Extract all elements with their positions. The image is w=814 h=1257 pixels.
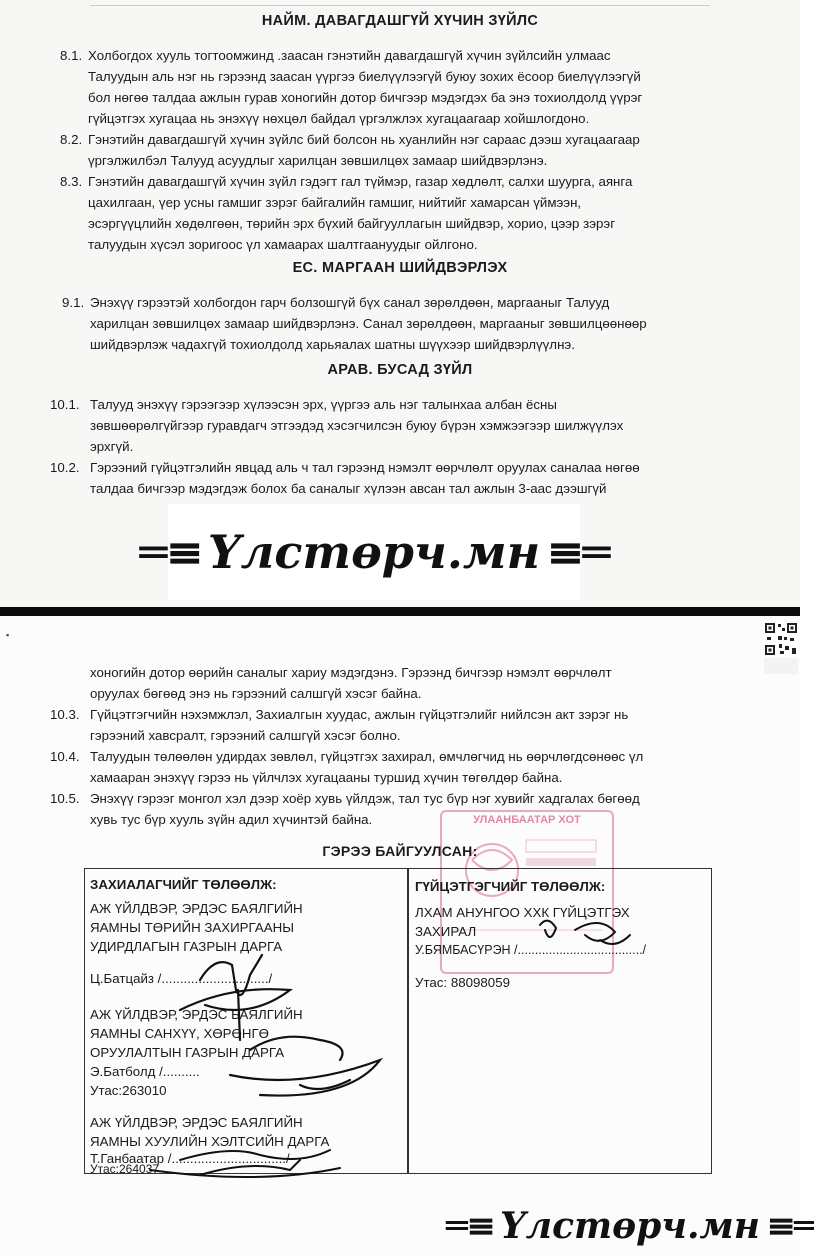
text-line: АЖ ҮЙЛДВЭР, ЭРДЭС БАЯЛГИЙН	[90, 1007, 303, 1022]
page-divider	[0, 607, 800, 616]
text-line: талуудын хүсэл зоригоос үл хамаарах шалтгаануудыг ойлгоно.	[88, 237, 478, 252]
page-mark: ▪	[6, 630, 10, 640]
text-line: ЗАХИРАЛ	[415, 924, 477, 939]
paragraph-10-5	[50, 788, 770, 830]
text-line: харилцан зөвшилцөх замаар шийдвэрлэнэ. Санал зөрөлдөөн, маргааныг зөвшилцөөнөөр	[90, 316, 647, 331]
client-org-3	[90, 1113, 329, 1151]
text-line: Энэхүү гэрээг монгол хэл дээр хоёр хувь үйлдэж, тал тус бүр нэг хувийг хадгалах бөгөөд	[90, 791, 640, 806]
paragraph-10-4	[50, 746, 770, 788]
paragraph-10-2	[50, 457, 760, 499]
column-divider	[407, 869, 409, 1173]
paragraph-number: 9.1.	[62, 295, 85, 310]
text-line: шийдвэрлэж чадахгүй тохиолдолд харьяалах шатны шүүхээр шийдвэрлүүлнэ.	[90, 337, 575, 352]
paragraph-number: 8.2.	[60, 132, 83, 147]
contractor-phone: Утас: 88098059	[415, 975, 510, 990]
text-line: Гэнэтийн давагдашгүй хүчин зүйлс бий болсон нь хуанлийн нэг сараас дээш хугацаагаар	[88, 132, 640, 147]
text-line: ЯАМНЫ ХУУЛИЙН ХЭЛТСИЙН ДАРГА	[90, 1134, 330, 1149]
paragraph-9-1	[62, 292, 762, 355]
text-line: АЖ ҮЙЛДВЭР, ЭРДЭС БАЯЛГИЙН	[90, 901, 303, 916]
paragraph-number: 8.3.	[60, 174, 83, 189]
signed-heading: ГЭРЭЭ БАЙГУУЛСАН:	[322, 843, 478, 859]
text-line: Талуудын аль нэг нь гэрээнд заасан үүргээ биелүүлээгүй буюу зохих ёсоор биелүүлээгүй	[88, 69, 641, 84]
text-line: ЯАМНЫ САНХҮҮ, ХӨРӨНГӨ	[90, 1026, 270, 1041]
section-heading-9: ЕС. МАРГААН ШИЙДВЭРЛЭХ	[292, 260, 508, 276]
text-line: АЖ ҮЙЛДВЭР, ЭРДЭС БАЯЛГИЙН	[90, 1115, 303, 1130]
text-line: Энэхүү гэрээтэй холбогдон гарч болзошгүй бүх санал зөрөлдөөн, маргааныг Талууд	[90, 295, 610, 310]
paragraph-8-1	[60, 45, 760, 129]
client-phone-3: Утас:264037	[90, 1162, 160, 1176]
client-title: ЗАХИАЛАГЧИЙГ ТӨЛӨӨЛЖ:	[90, 877, 277, 892]
client-signer-2: Э.Батболд /..........	[90, 1064, 200, 1079]
text-line: Холбогдох хууль тогтоомжинд .заасан гэнэтийн давагдашгүй хүчин зүйлсийн улмаас	[88, 48, 611, 63]
client-signer-3: Т.Ганбаатар /.............................../	[90, 1151, 290, 1166]
section-heading-8: НАЙМ. ДАВАГДАШГҮЙ ХҮЧИН ЗҮЙЛС	[261, 13, 539, 29]
text-line: эрхгүй.	[90, 439, 134, 454]
client-org-1	[90, 899, 303, 956]
text-line: хувь тус бүр хууль зүйн адил хүчинтэй байна.	[90, 812, 373, 827]
watermark-text: Үлстөрч.мн	[500, 1205, 760, 1247]
text-line: ОРУУЛАЛТЫН ГАЗРЫН ДАРГА	[90, 1045, 285, 1060]
text-line: Гүйцэтгэгчийн нэхэмжлэл, Захиалгын хуудас, ажлын гүйцэтгэлийг нийлсэн акт зэрэг нь	[90, 707, 629, 722]
paragraph-number: 10.4.	[50, 749, 80, 764]
paragraph-number: 8.1.	[60, 48, 83, 63]
paragraph-10-1	[50, 394, 760, 457]
paragraph-8-2	[60, 129, 760, 171]
text-line: хамааран энэхүү гэрээ нь үйлчлэх хугацааны туршид хүчин төгөлдөр байна.	[90, 770, 563, 785]
text-line: Талуудын төлөөлөн удирдах зөвлөл, гүйцэтгэх захирал, өмчлөгчид нь өөрчлөгдсөнөөс үл	[90, 749, 644, 764]
text-line: Гэнэтийн давагдашгүй хүчин зүйл гэдэгт гал түймэр, газар хөдлөлт, салхи шуурга, аянга	[88, 174, 633, 189]
cropped-text-line	[90, 0, 710, 6]
text-line: цахилгаан, үер усны гамшиг зэрэг байгалийн гамшиг, нийтийг хамарсан үймээн,	[88, 195, 582, 210]
wing-right-icon: ≡═	[546, 525, 609, 579]
text-line: гүйцэтгэх хугацаа нь энэхүү нөхцөл байдал үргэлжлэх хугацаагаар хойшлогдоно.	[88, 111, 590, 126]
text-line: бол нөгөө талдаа ажлын гурав хоногийн дотор бичгээр мэдэгдэх ба энэ тохиолдолд үүрэг	[88, 90, 643, 105]
watermark-logo	[139, 504, 609, 600]
signature-table	[84, 868, 712, 1174]
text-line: үргэлжилбэл Талууд асуудлыг харилцан зөвшилцөх замаар шийдвэрлэнэ.	[88, 153, 548, 168]
paragraph-number: 10.5.	[50, 791, 80, 806]
text-line: Талууд энэхүү гэрээгээр хүлээсэн эрх, үүргээ аль нэг талынхаа албан ёсны	[90, 397, 557, 412]
contractor-title: ГҮЙЦЭТГЭГЧИЙГ ТӨЛӨӨЛЖ:	[415, 879, 606, 894]
contractor-signer: У.БЯМБАСҮРЭН /..................................../	[415, 943, 647, 957]
paragraph-10-2-continued	[90, 662, 770, 704]
text-line: эсэргүүцлийн хөдөлгөөн, төрийн эрх бүхий байгууллагын шийдвэр, хорио, цээр зэрэг	[88, 216, 616, 231]
paragraph-number: 10.1.	[50, 397, 80, 412]
text-line: УДИРДЛАГЫН ГАЗРЫН ДАРГА	[90, 939, 283, 954]
client-org-2	[90, 1005, 303, 1062]
client-phone-2: Утас:263010	[90, 1083, 167, 1098]
stamp-text: УЛААНБААТАР ХОТ	[473, 814, 581, 826]
paragraph-number: 10.3.	[50, 707, 80, 722]
text-line: Гэрээний гүйцэтгэлийн явцад аль ч тал гэрээнд нэмэлт өөрчлөлт оруулах саналаа нөгөө	[90, 460, 640, 475]
paragraph-8-3	[60, 171, 760, 255]
document-page-1	[0, 0, 800, 607]
text-line: зөвшөөрөлгүйгээр гуравдагч этгээдэд хэсэгчилсэн буюу бүрэн хэмжээгээр шилжүүлэх	[90, 418, 624, 433]
text-line: талдаа бичгээр мэдэгдэж болох ба саналыг хүлээн авсан тал ажлын 3-аас дээшгүй	[90, 481, 607, 496]
client-signer-1: Ц.Батцайз /............................./	[90, 971, 273, 986]
text-line: гэрээний хавсралт, гэрээний салшгүй хэсэг болно.	[90, 728, 401, 743]
text-line: ЛХАМ АНУНГОО ХХК ГҮЙЦЭТГЭХ	[415, 905, 630, 920]
watermark-logo-footer	[446, 1198, 814, 1254]
wing-right-icon: ≡═	[766, 1205, 814, 1247]
paragraph-number: 10.2.	[50, 460, 80, 475]
text-line: оруулах бөгөөд энэ нь гэрээний салшгүй хэсэг байна.	[90, 686, 422, 701]
section-heading-10: АРАВ. БУСАД ЗҮЙЛ	[327, 362, 473, 378]
text-line: хоногийн дотор өөрийн саналыг хариу мэдэгдэнэ. Гэрээнд бичгээр нэмэлт өөрчлөлт	[90, 665, 612, 680]
contractor-org	[415, 903, 630, 941]
wing-left-icon: ═≡	[446, 1205, 495, 1247]
wing-left-icon: ═≡	[139, 525, 202, 579]
watermark-text: Үлстөрч.мн	[207, 525, 541, 579]
text-line: ЯАМНЫ ТӨРИЙН ЗАХИРГААНЫ	[90, 920, 294, 935]
paragraph-10-3	[50, 704, 770, 746]
